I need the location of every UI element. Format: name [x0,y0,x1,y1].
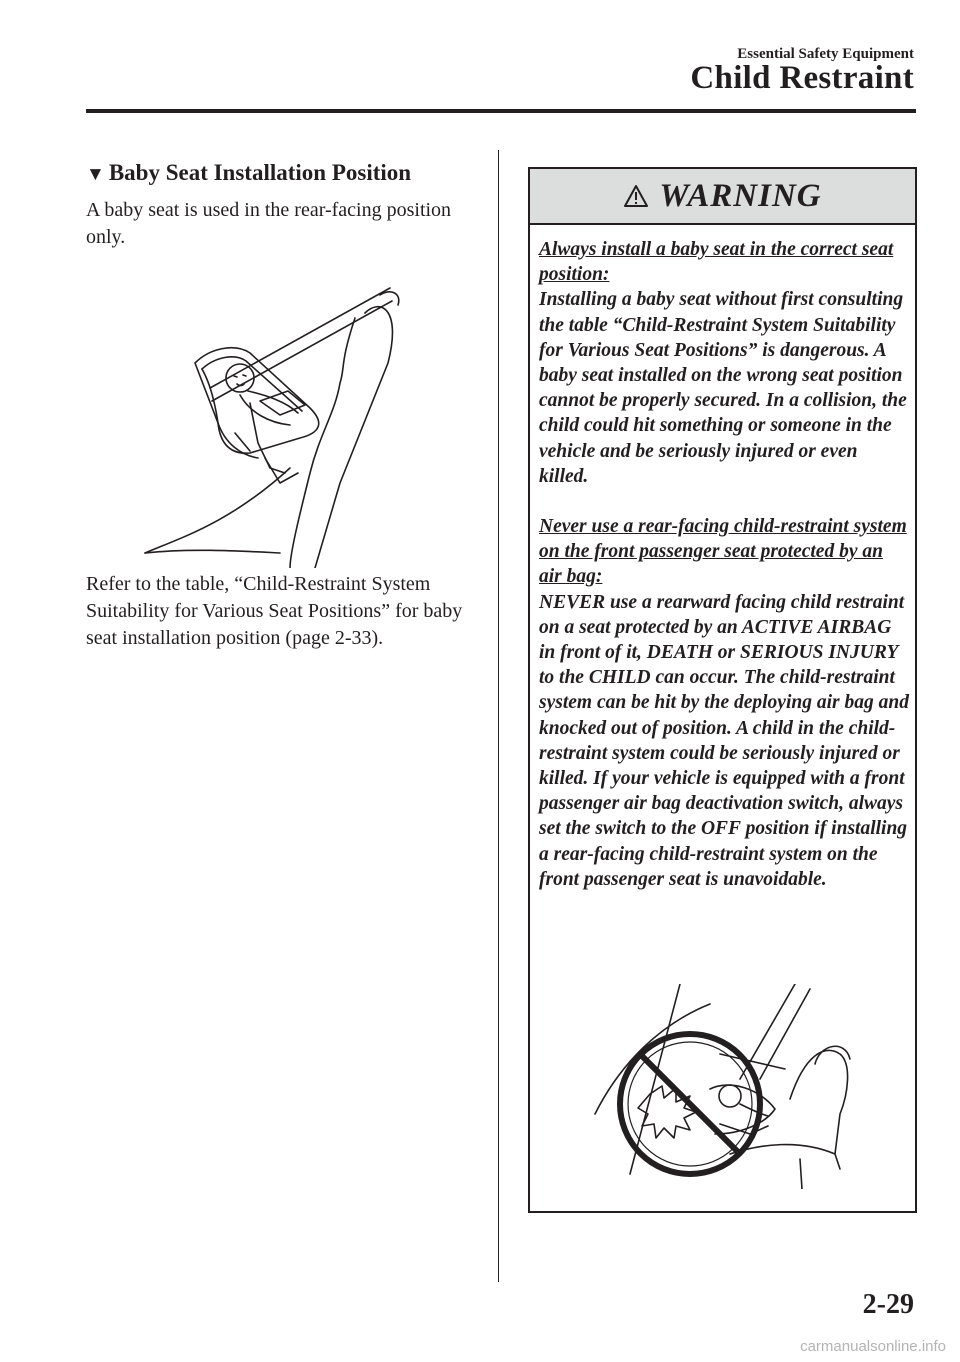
intro-paragraph: A baby seat is used in the rear-facing position only. [86,199,452,248]
reference-paragraph: Refer to the table, “Child-Restraint System Suitability for Various Seat Positions” for baby seat installation position (page 2-33). [86,573,463,649]
warning-paragraph-1: Installing a baby seat without first consulting the table “Child-Restraint System Suitability for Various Seat Positions” is dangerous. A baby seat installed on the wrong seat position cannot be properly secured. In a collision, the child could hit something or someone in the vehicle and be seriously injured or even killed. [539,289,907,487]
page-title: Child Restraint [690,60,914,96]
header-rule [86,109,916,113]
page-number: 2-29 [862,1289,914,1320]
warning-title: WARNING [659,177,822,214]
warning-body [530,225,915,892]
warning-box [528,167,917,1213]
warning-heading-1: Always install a baby seat in the correct seat position: [539,239,894,286]
warning-paragraph-2: NEVER use a rearward facing child restraint on a seat protected by an ACTIVE AIRBAG in front of it, DEATH or SERIOUS INJURY to the CHILD can occur. The child-restraint system can be hit by the deploying air bag and knocked out of position. A child in the child-restraint system could be seriously injured or killed. If your vehicle is equipped with a front passenger air bag deactivation switch, always set the switch to the OFF position if installing a rear-facing child-restraint system on the front passenger seat is unavoidable. [539,591,909,890]
warning-heading-2: Never use a rear-facing child-restraint system on the front passenger seat protected by an air bag: [539,516,907,588]
triangle-down-icon: ▼ [86,164,105,185]
baby-seat-illustration [140,283,430,568]
section-heading [86,160,411,186]
section-heading-text: Baby Seat Installation Position [108,160,412,185]
header-section-label: Essential Safety Equipment [737,46,914,62]
warning-header [530,169,915,225]
airbag-danger-illustration [590,984,860,1189]
warning-triangle-icon [623,184,649,208]
watermark: carmanualsonline.info [800,1338,946,1355]
column-divider [498,150,499,1282]
